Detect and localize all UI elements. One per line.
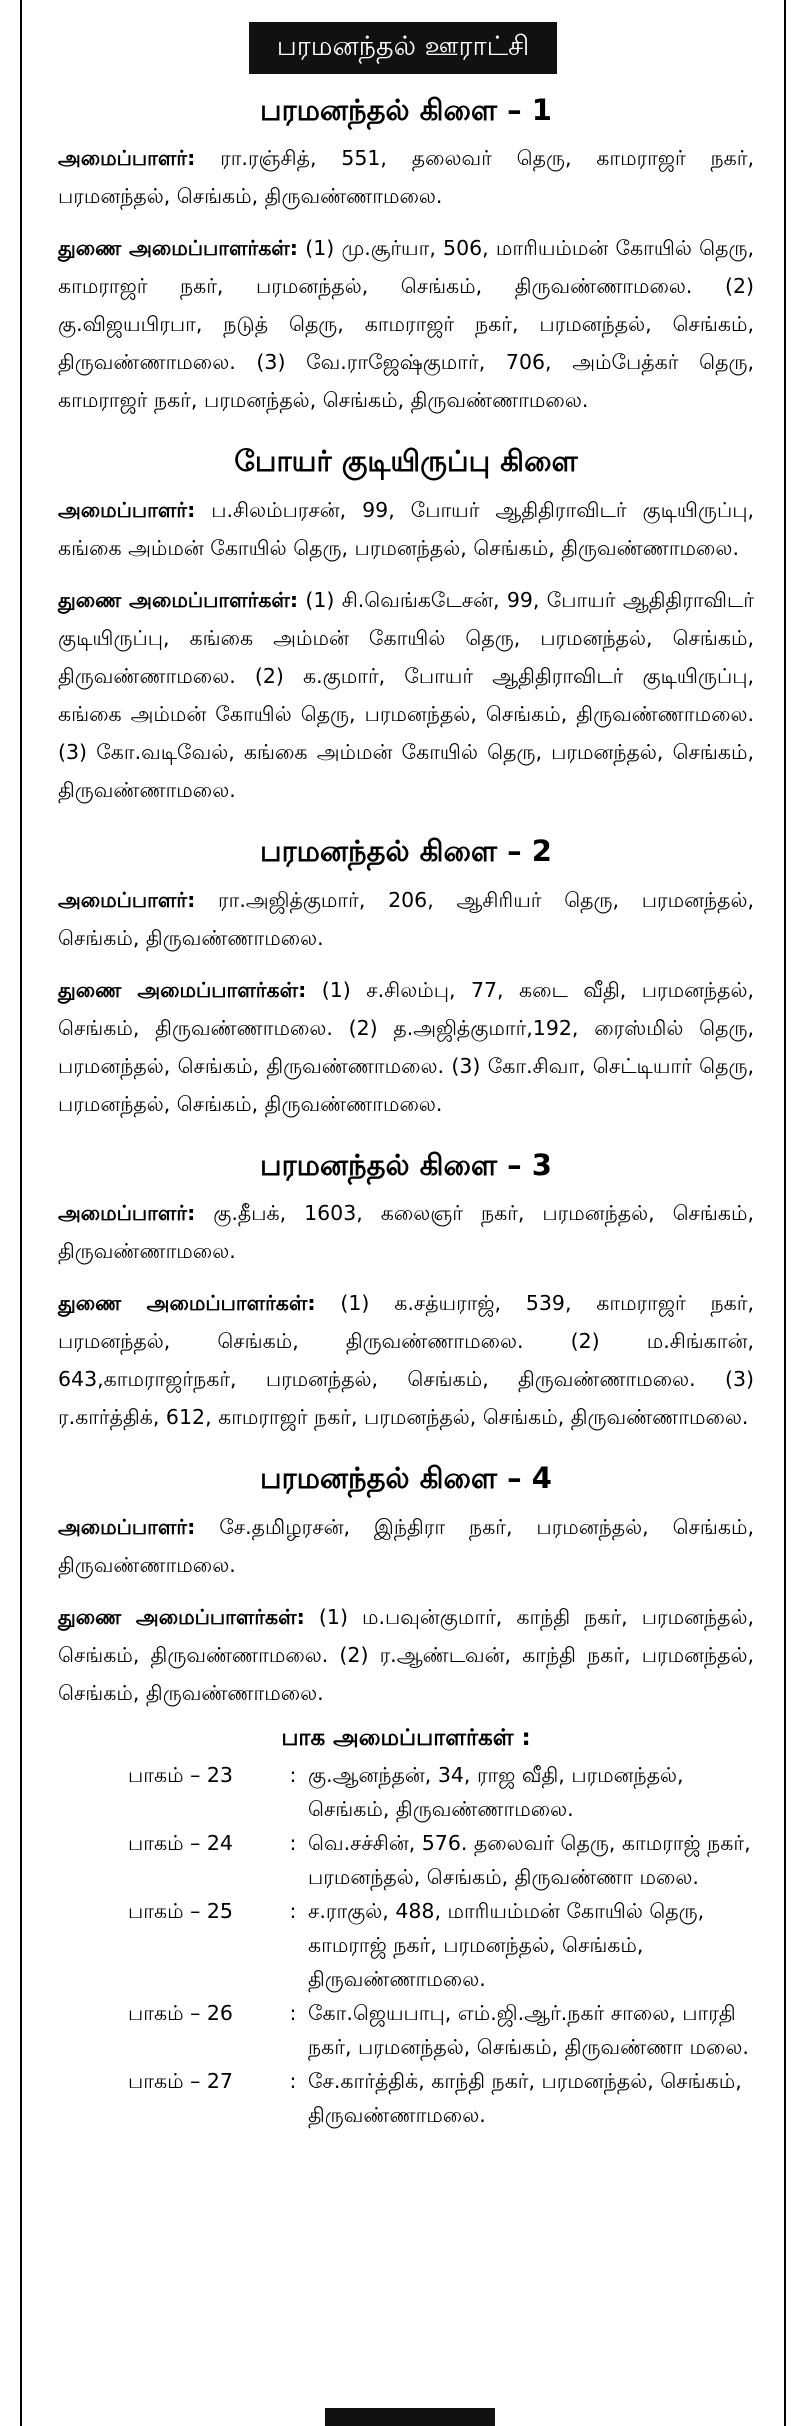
branch-title: பரமனந்தல் கிளை – 2 [260, 834, 552, 869]
deputies-label: துணை அமைப்பாளர்கள்: [58, 1605, 305, 1630]
organizer-text: ரா.அஜித்குமார், 206, ஆசிரியர் தெரு, பரமனந்தல், செங்கம், திருவண்ணாமலை. [58, 887, 754, 950]
organizer-text: ரா.ரஞ்சித், 551, தலைவர் தெரு, காமராஜர் நகர், பரமனந்தல், செங்கம், திருவண்ணாமலை. [58, 146, 754, 209]
deputies-text: (1) மு.சூர்யா, 506, மாரியம்மன் கோயில் தெரு, காமராஜர் நகர், பரமனந்தல், செங்கம், திருவண்ணாமலை. (2) கு.விஜயபிரபா, நடுத் தெரு, காமராஜர் நகர், பரமனந்தல், செங்கம், திருவண்ணாமலை. (3) வே.ராஜேஷ்குமார், 706, அம்பேத்கர் தெரு, காமராஜர் நகர், பரமனந்தல், செங்கம், திருவண்ணாமலை. [58, 236, 754, 413]
ward-row [58, 1758, 754, 1826]
next-section-banner-edge [325, 2408, 495, 2426]
deputies-text: (1) க.சத்யராஜ், 539, காமராஜர் நகர், பரமனந்தல், செங்கம், திருவண்ணாமலை. (2) ம.சிங்கான், 643,காமராஜர்நகர், பரமனந்தல், செங்கம், திருவண்ணாமலை. (3) ர.கார்த்திக், 612, காமராஜர் நகர், பரமனந்தல், செங்கம், திருவண்ணாமலை. [58, 1291, 754, 1430]
ward-label: பாகம் – 25 [128, 1899, 233, 1924]
organizer-paragraph [58, 139, 754, 215]
organizer-label: அமைப்பாளர்: [58, 1515, 196, 1540]
ward-text: கோ.ஜெயபாபு, எம்.ஜி.ஆர்.நகர் சாலை, பாரதி நகர், பரமனந்தல், செங்கம், திருவண்ணா மலை. [308, 2001, 749, 2060]
ward-colon: : [289, 1831, 297, 1856]
ward-label: பாகம் – 27 [128, 2069, 233, 2094]
ward-row [58, 1996, 754, 2064]
branch-title: போயர் குடியிருப்பு கிளை [234, 444, 578, 479]
organizer-paragraph [58, 881, 754, 957]
organizer-label: அமைப்பாளர்: [58, 146, 196, 171]
branch-2 [58, 833, 754, 1123]
deputies-paragraph [58, 581, 754, 809]
branch-title: பரமனந்தல் கிளை – 3 [260, 1147, 552, 1182]
ward-text: வெ.சச்சின், 576. தலைவர் தெரு, காமராஜ் நகர், பரமனந்தல், செங்கம், திருவண்ணா மலை. [308, 1831, 751, 1890]
organizer-label: அமைப்பாளர்: [58, 887, 196, 912]
organizer-label: அமைப்பாளர்: [58, 498, 196, 523]
ward-colon: : [289, 2001, 297, 2026]
deputies-paragraph [58, 229, 754, 419]
deputies-label: துணை அமைப்பாளர்கள்: [58, 588, 299, 613]
organizer-paragraph [58, 1508, 754, 1584]
ward-colon: : [289, 1899, 297, 1924]
ward-label: பாகம் – 23 [128, 1763, 233, 1788]
branch-1 [58, 92, 754, 420]
ward-label: பாகம் – 26 [128, 2001, 233, 2026]
deputies-paragraph [58, 1598, 754, 1712]
deputies-text: (1) ச.சிலம்பு, 77, கடை வீதி, பரமனந்தல், செங்கம், திருவண்ணாமலை. (2) த.அஜித்குமார்,192, ரைஸ்மில் தெரு, பரமனந்தல், செங்கம், திருவண்ணாமலை. (3) கோ.சிவா, செட்டியார் தெரு, பரமனந்தல், செங்கம், திருவண்ணாமலை. [58, 977, 754, 1116]
deputies-paragraph [58, 1284, 754, 1436]
deputies-text: (1) சி.வெங்கடேசன், 99, போயர் ஆதிதிராவிடர் குடியிருப்பு, கங்கை அம்மன் கோயில் தெரு, பரமனந்தல், செங்கம், திருவண்ணாமலை. (2) க.குமார், போயர் ஆதிதிராவிடர் குடியிருப்பு, கங்கை அம்மன் கோயில் தெரு, பரமனந்தல், செங்கம், திருவண்ணாமலை. (3) கோ.வடிவேல், கங்கை அம்மன் கோயில் தெரு, பரமனந்தல், செங்கம், திருவண்ணாமலை. [58, 588, 754, 803]
organizer-paragraph [58, 491, 754, 567]
ward-row [58, 2064, 754, 2132]
branch-boyar [58, 443, 754, 809]
ward-organizers-title: பாக அமைப்பாளர்கள் : [281, 1725, 531, 1752]
organizer-text: கு.தீபக், 1603, கலைஞர் நகர், பரமனந்தல், செங்கம், திருவண்ணாமலை. [58, 1201, 754, 1264]
organizer-text: சே.தமிழரசன், இந்திரா நகர், பரமனந்தல், செங்கம், திருவண்ணாமலை. [58, 1515, 754, 1578]
ward-text: சே.கார்த்திக், காந்தி நகர், பரமனந்தல், செங்கம், திருவண்ணாமலை. [308, 2069, 742, 2128]
organizer-label: அமைப்பாளர்: [58, 1201, 196, 1226]
ward-organizers [58, 1722, 754, 2132]
branch-title: பரமனந்தல் கிளை – 4 [260, 1461, 552, 1496]
page-frame [20, 0, 786, 2426]
ward-text: கு.ஆனந்தன், 34, ராஜ வீதி, பரமனந்தல், செங்கம், திருவண்ணாமலை. [308, 1763, 684, 1822]
branch-title: பரமனந்தல் கிளை – 1 [260, 92, 552, 127]
ward-text: ச.ராகுல், 488, மாரியம்மன் கோயில் தெரு, காமராஜ் நகர், பரமனந்தல், செங்கம், திருவண்ணாமலை. [308, 1899, 705, 1992]
ward-table [58, 1758, 754, 2132]
ward-row [58, 1894, 754, 1996]
deputies-label: துணை அமைப்பாளர்கள்: [58, 1291, 316, 1316]
ward-colon: : [289, 2069, 297, 2094]
organizer-paragraph [58, 1194, 754, 1270]
ward-row [58, 1826, 754, 1894]
organizer-text: ப.சிலம்பரசன், 99, போயர் ஆதிதிராவிடர் குடியிருப்பு, கங்கை அம்மன் கோயில் தெரு, பரமனந்தல், செங்கம், திருவண்ணாமலை. [58, 498, 754, 561]
ward-label: பாகம் – 24 [128, 1831, 233, 1856]
branch-3 [58, 1147, 754, 1437]
deputies-label: துணை அமைப்பாளர்கள்: [58, 977, 307, 1002]
deputies-paragraph [58, 971, 754, 1123]
panchayat-banner: பரமனந்தல் ஊராட்சி [249, 22, 558, 74]
branch-4 [58, 1460, 754, 1712]
deputies-label: துணை அமைப்பாளர்கள்: [58, 236, 298, 261]
content [22, 92, 784, 2133]
banner-wrap [22, 0, 784, 74]
ward-colon: : [289, 1763, 297, 1788]
deputies-text: (1) ம.பவுன்குமார், காந்தி நகர், பரமனந்தல், செங்கம், திருவண்ணாமலை. (2) ர.ஆண்டவன், காந்தி நகர், பரமனந்தல், செங்கம், திருவண்ணாமலை. [58, 1605, 754, 1706]
